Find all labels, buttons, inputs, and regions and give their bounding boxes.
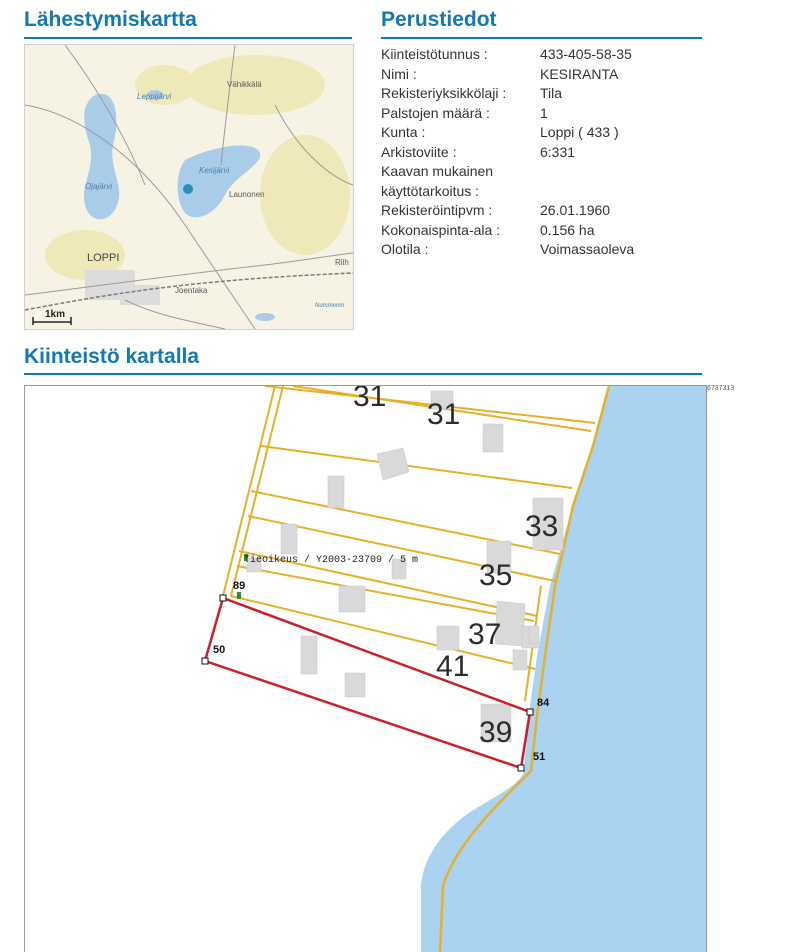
info-label: Kaavan mukainen — [381, 163, 494, 179]
basic-info-title-rule — [381, 37, 702, 39]
info-label: Rekisteröintipvm : — [381, 202, 493, 218]
parcel-number-labels — [353, 386, 558, 749]
place-label: LOPPI — [87, 252, 120, 264]
boundary-point-label: 84 — [537, 697, 550, 709]
parcel-map[interactable] — [24, 385, 707, 952]
overview-map[interactable] — [24, 44, 354, 330]
overview-title-rule — [24, 37, 352, 39]
place-label: Kesijärvi — [199, 166, 230, 175]
info-row — [381, 104, 711, 124]
info-value: 6:331 — [540, 143, 576, 160]
parcel-number: 33 — [525, 510, 559, 543]
boundary-point-label: 50 — [213, 644, 226, 656]
info-row — [381, 201, 711, 221]
place-label: Vähikkälä — [227, 80, 262, 89]
info-row — [381, 123, 711, 143]
info-row — [381, 221, 711, 241]
info-value: 1 — [540, 104, 548, 121]
place-label: Joentaka — [175, 286, 208, 295]
overview-map-title: Lähestymiskartta — [24, 8, 197, 31]
property-location-marker — [183, 184, 193, 194]
easement-marker — [237, 592, 241, 599]
info-row — [381, 182, 711, 202]
info-label: käyttötarkoitus : — [381, 182, 480, 199]
town-area — [85, 270, 160, 305]
coordinate-label: 6737313 — [707, 385, 735, 392]
basic-info-title: Perustiedot — [381, 8, 497, 31]
buildings — [247, 391, 563, 742]
parcel-number: 31 — [353, 386, 387, 413]
info-label: Kunta : — [381, 124, 426, 140]
info-label: Rekisteriyksikkölaji : — [381, 85, 507, 101]
parcel-number: 39 — [479, 716, 513, 749]
parcel-number: 31 — [427, 398, 461, 431]
place-label: Nummenm — [315, 303, 345, 309]
info-label: Kiinteistötunnus : — [381, 46, 488, 62]
place-label: Riih — [335, 258, 349, 267]
info-label: Nimi : — [381, 65, 417, 82]
info-value: 0.156 ha — [540, 221, 595, 238]
parcel-map-title-rule — [24, 373, 702, 375]
info-value: Tila — [540, 85, 563, 101]
info-label: Kokonaispinta-ala : — [381, 221, 501, 238]
info-value — [540, 182, 711, 202]
parcel-number: 41 — [436, 650, 470, 683]
boundary-point-label: 89 — [233, 580, 246, 592]
scale-bar — [33, 309, 71, 325]
info-value — [540, 162, 711, 182]
info-row — [381, 65, 711, 85]
boundary-point-label: 51 — [533, 751, 546, 763]
info-value: Loppi ( 433 ) — [540, 124, 619, 140]
info-value: 433-405-58-35 — [540, 46, 632, 62]
scale-label: 1km — [45, 309, 66, 320]
basic-info-table — [381, 45, 711, 260]
info-label: Olotila : — [381, 241, 429, 257]
parcel-map-title: Kiinteistö kartalla — [24, 345, 200, 368]
info-value: Voimassaoleva — [540, 241, 635, 257]
info-row — [381, 240, 711, 260]
info-value: 26.01.1960 — [540, 202, 611, 218]
easement-label: Tieoikeus / Y2003-23709 / 5 m — [244, 555, 419, 566]
info-row — [381, 84, 711, 104]
overview-map-canvas — [25, 45, 353, 329]
parcel-map-canvas — [25, 386, 706, 952]
info-row — [381, 143, 711, 163]
parcel-number: 37 — [468, 618, 502, 651]
place-label: Leppijärvi — [137, 92, 172, 101]
info-label: Palstojen määrä : — [381, 104, 490, 121]
info-label: Arkistoviite : — [381, 143, 457, 160]
parcel-number: 35 — [479, 559, 513, 592]
info-value: KESIRANTA — [540, 65, 619, 82]
place-label: Launonen — [229, 190, 265, 199]
info-row — [381, 45, 711, 65]
info-row — [381, 162, 711, 182]
place-label: Ojajärvi — [85, 182, 113, 191]
